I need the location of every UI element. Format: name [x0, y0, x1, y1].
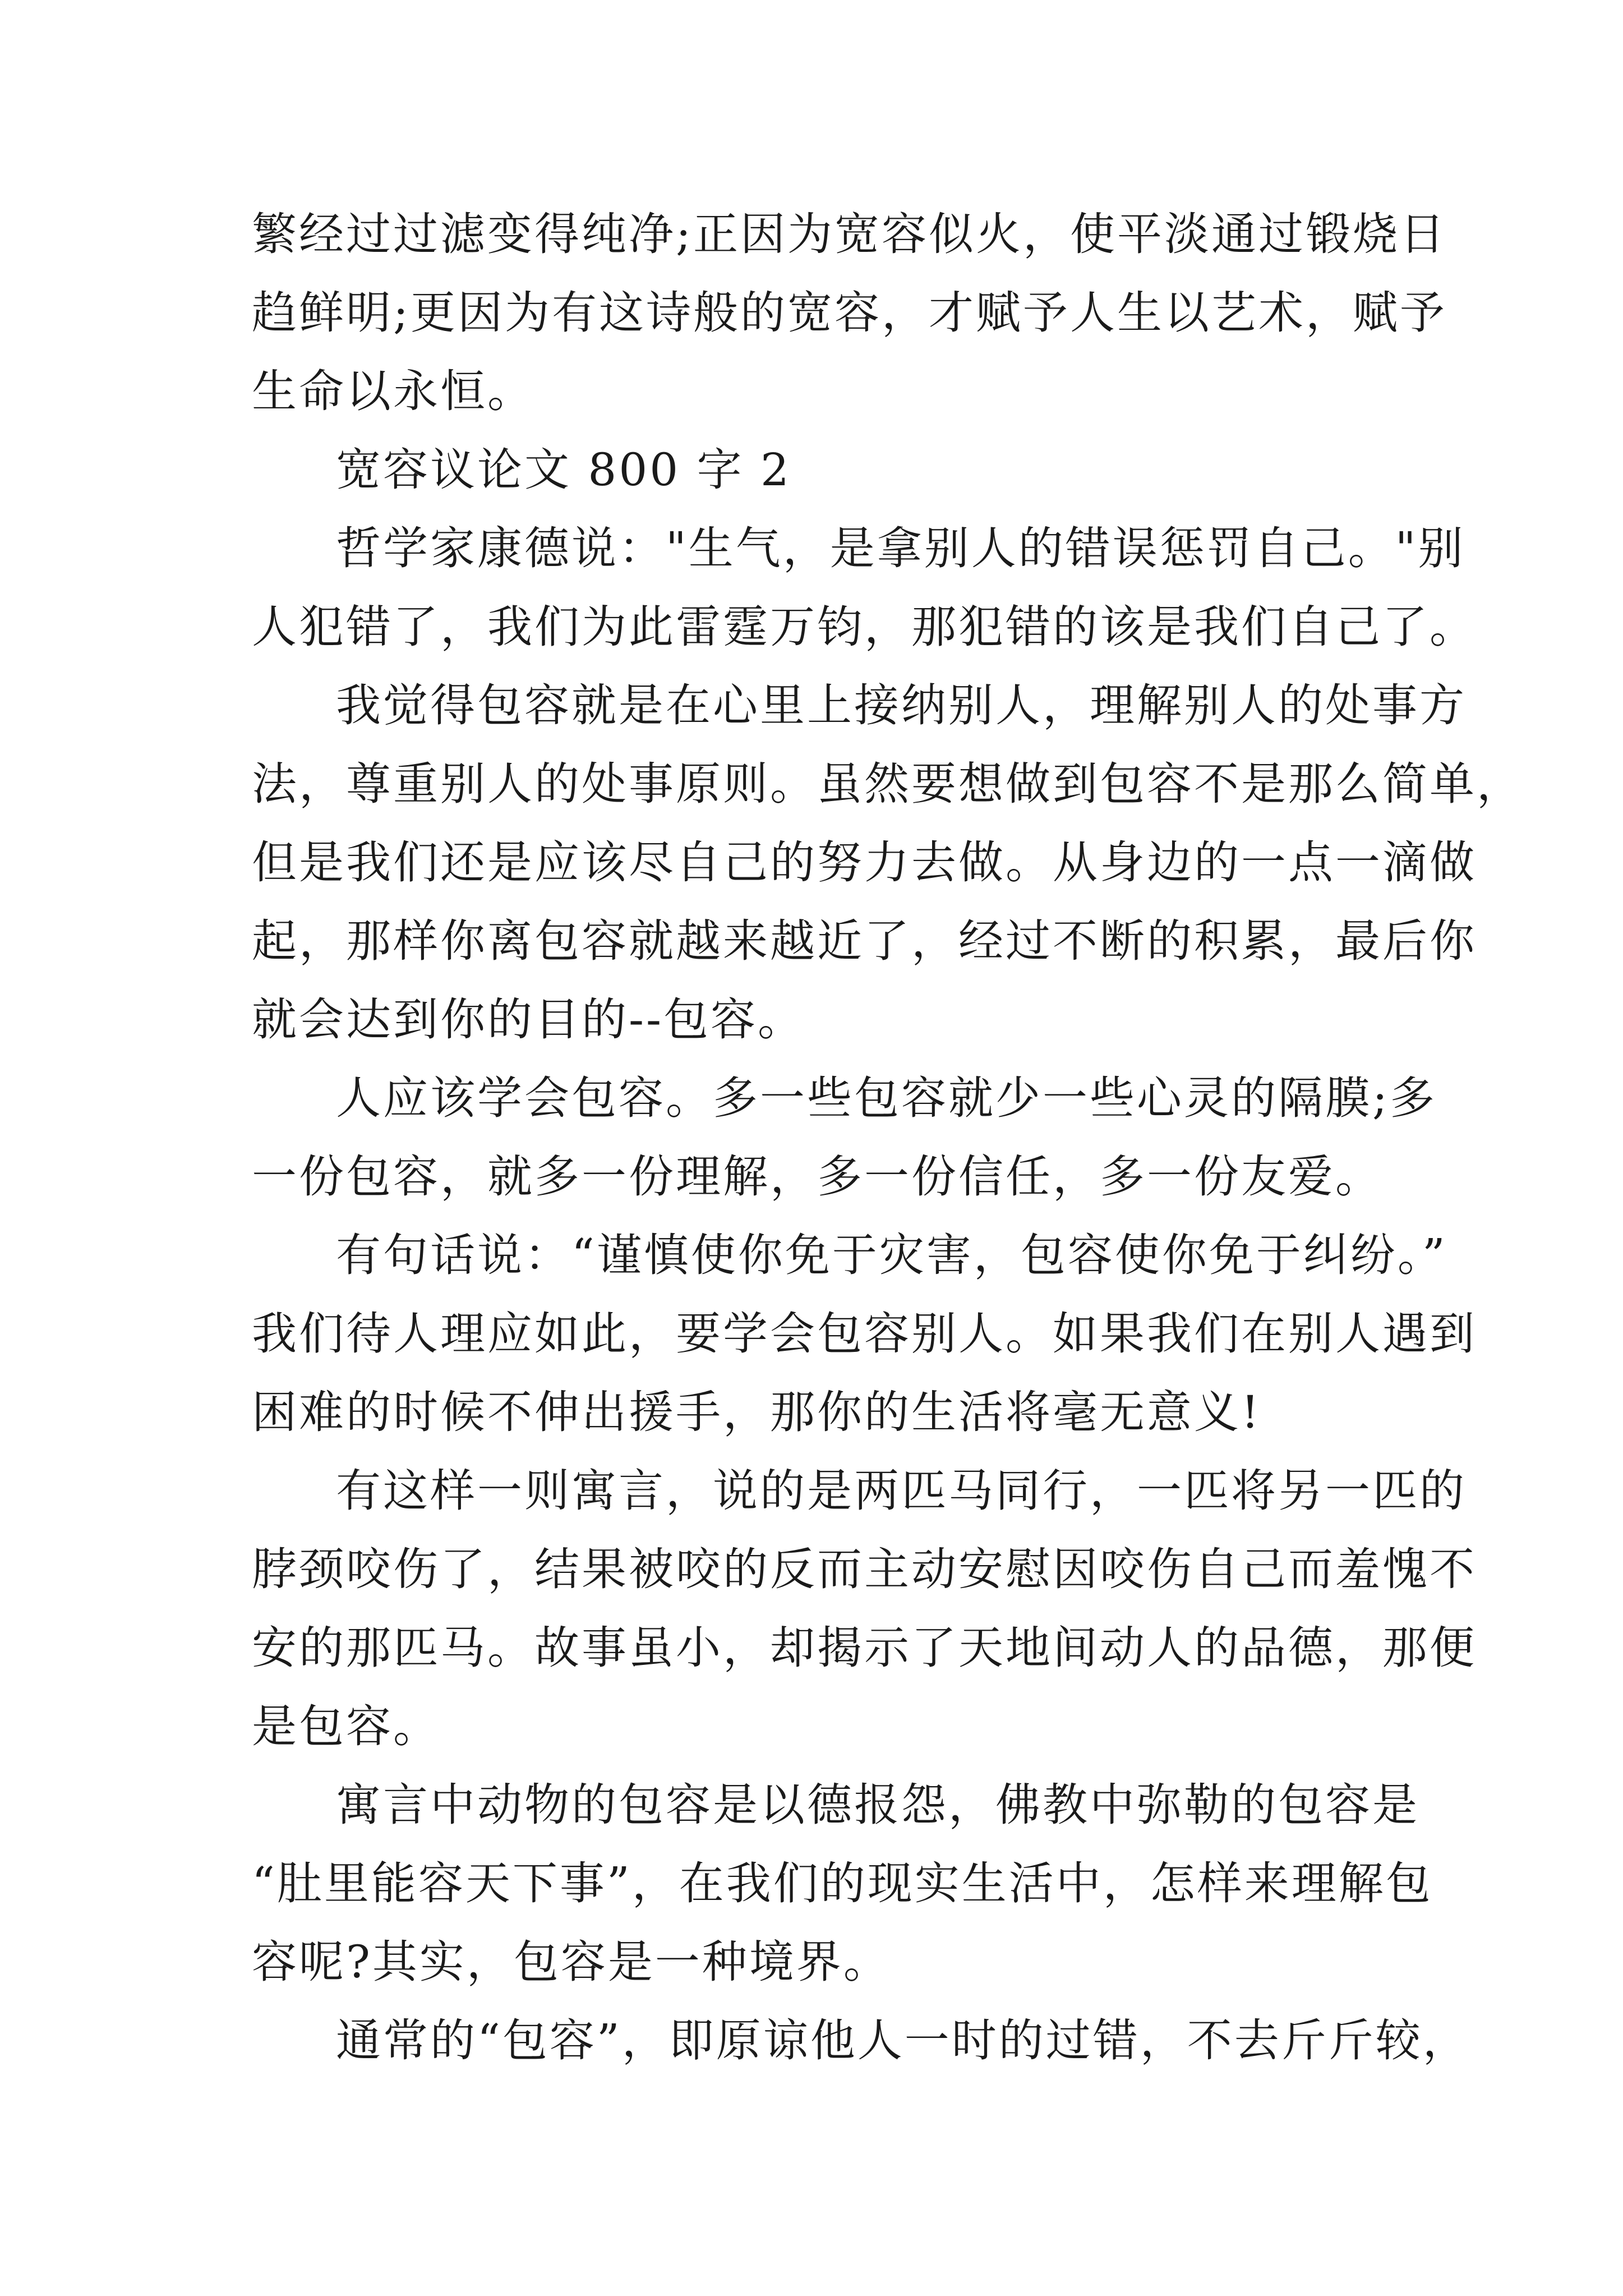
text-line: 困难的时候不伸出援手，那你的生活将毫无意义! [252, 1386, 1262, 1438]
text-line: 就会达到你的目的--包容。 [252, 993, 805, 1046]
text-line: 安的那匹马。故事虽小，却揭示了天地间动人的品德，那便 [252, 1622, 1477, 1674]
text-line: 趋鲜明;更因为有这诗般的宽容，才赋予人生以艺术，赋予 [252, 287, 1447, 339]
text-line: 有句话说：“谨慎使你免于灾害，包容使你免于纠纷。” [336, 1229, 1447, 1281]
text-line: 容呢?其实，包容是一种境界。 [252, 1936, 891, 1988]
text-line: 人犯错了，我们为此雷霆万钧，那犯错的该是我们自己了。 [252, 601, 1477, 653]
text-line: 脖颈咬伤了，结果被咬的反而主动安慰因咬伤自己而羞愧不 [252, 1543, 1477, 1595]
text-line: 是包容。 [252, 1700, 440, 1752]
text-line: 通常的“包容”，即原谅他人一时的过错，不去斤斤较， [336, 2014, 1470, 2067]
text-line: 起，那样你离包容就越来越近了，经过不断的积累，最后你 [252, 915, 1477, 967]
text-line: 有这样一则寓言，说的是两匹马同行，一匹将另一匹的 [336, 1465, 1467, 1517]
text-line: 但是我们还是应该尽自己的努力去做。从身边的一点一滴做 [252, 836, 1477, 889]
essay-heading: 宽容议论文 800 字 2 [336, 444, 791, 496]
text-line: 繁经过过滤变得纯净;正因为宽容似火，使平淡通过锻烧日 [252, 208, 1447, 260]
text-line: 我们待人理应如此，要学会包容别人。如果我们在别人遇到 [252, 1308, 1477, 1360]
text-line: 哲学家康德说："生气，是拿别人的错误惩罚自己。"别 [336, 522, 1465, 574]
text-line: 人应该学会包容。多一些包容就少一些心灵的隔膜;多 [336, 1072, 1437, 1124]
text-line: 法，尊重别人的处事原则。虽然要想做到包容不是那么简单， [252, 758, 1524, 810]
text-line: “肚里能容天下事”，在我们的现实生活中，怎样来理解包 [252, 1857, 1433, 1910]
text-line: 生命以永恒。 [252, 365, 534, 417]
text-line: 我觉得包容就是在心里上接纳别人，理解别人的处事方 [336, 679, 1467, 731]
essay-text [252, 195, 1524, 2080]
text-line: 一份包容，就多一份理解，多一份信任，多一份友爱。 [252, 1151, 1382, 1203]
text-line: 寓言中动物的包容是以德报怨，佛教中弥勒的包容是 [336, 1779, 1419, 1831]
